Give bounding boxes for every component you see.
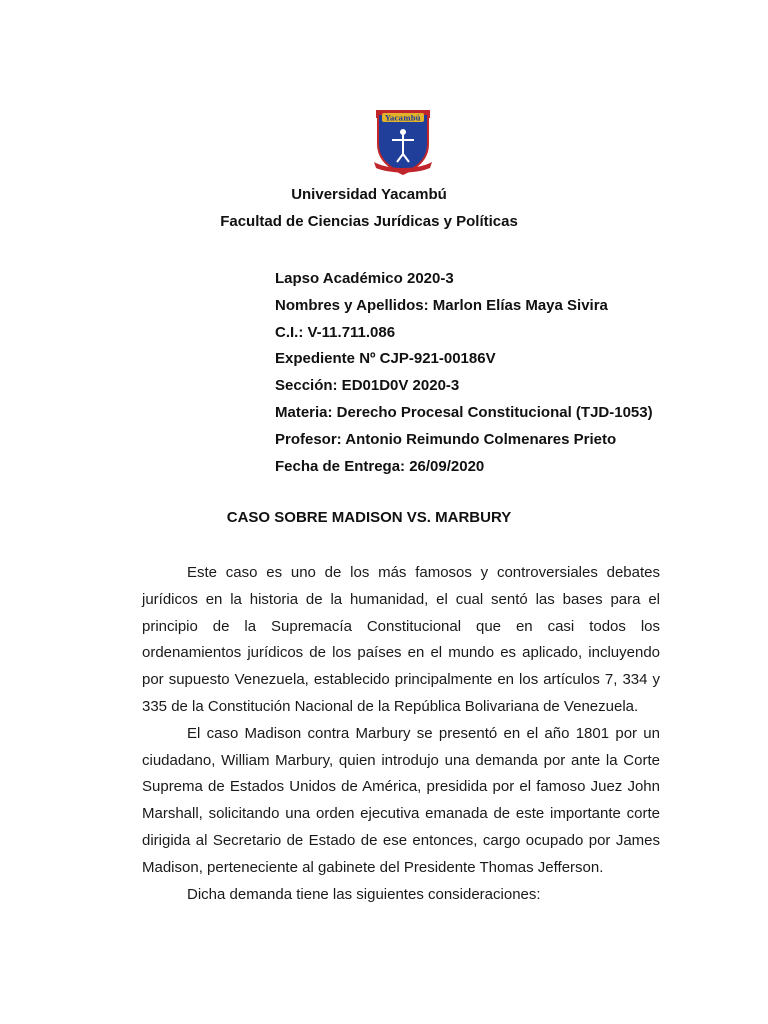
paragraph: El caso Madison contra Marbury se presentó en el año 1801 por un ciudadano, William Marbury, quien introdujo una demanda por ante la Corte Suprema de Estados Unidos de América, presidida por el famoso Juez John Marshall, solicitando una orden ejecutiva emanada de este importante corte dirigida al Secretario de Estado de ese entonces, cargo ocupado por James Madison, perteneciente al gabinete del Presidente Thomas Jefferson. [142,724,660,876]
section: Sección: ED01D0V 2020-3 [275,377,460,395]
university-name: Universidad Yacambú [291,186,447,203]
academic-period: Lapso Académico 2020-3 [275,270,454,287]
faculty-name: Facultad de Ciencias Jurídicas y Políticas [220,213,518,230]
file-number: Expediente Nº CJP-921-00186V [275,350,496,368]
university-crest-icon [372,104,434,176]
student-info [275,266,653,480]
university-logo [372,104,434,176]
professor: Profesor: Antonio Reimundo Colmenares Prieto [275,430,617,448]
svg-text:Yacambú: Yacambú [385,113,421,123]
paragraph: Dicha demanda tiene las siguientes consideraciones: [187,885,541,903]
subject: Materia: Derecho Procesal Constitucional (TJD-1053) [275,403,653,421]
document-body [142,560,660,908]
paragraph: Este caso es uno de los más famosos y controversiales debates jurídicos en la historia de la humanidad, el cual sentó las bases para el principio de la Supremacía Constitucional que en casi todos los ordenamientos jurídicos de los países en el mundo es aplicado, incluyendo por supuesto Venezuela, establecido principalmente en los artículos 7, 334 y 335 de la Constitución Nacional de la República Bolivariana de Venezuela. [142,564,660,715]
document-title: CASO SOBRE MADISON VS. MARBURY [226,509,512,526]
id-number: C.I.: V-11.711.086 [275,323,396,341]
student-name: Nombres y Apellidos: Marlon Elías Maya Sivira [275,296,608,314]
delivery-date: Fecha de Entrega: 26/09/2020 [275,457,485,475]
